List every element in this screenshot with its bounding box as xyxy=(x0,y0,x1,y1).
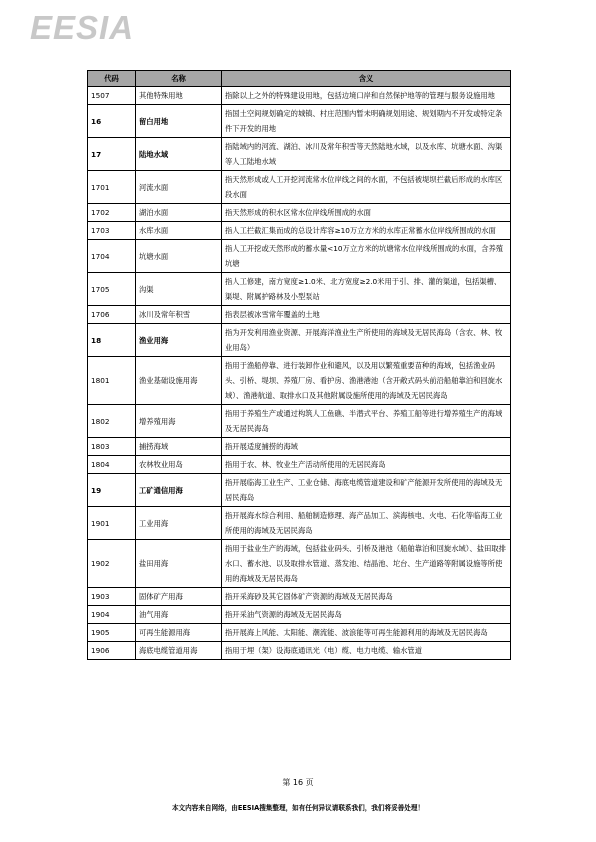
row-meaning: 指开采海砂及其它固体矿产资源的海域及无居民海岛 xyxy=(222,588,511,606)
row-name: 捕捞海域 xyxy=(136,438,222,456)
row-meaning: 指开展临海工业生产、工业仓储、海底电缆管道建设和矿产能源开发所使用的海域及无居民海岛 xyxy=(222,474,511,507)
row-code: 1906 xyxy=(88,642,136,660)
row-name: 农林牧业用岛 xyxy=(136,456,222,474)
row-name: 可再生能源用海 xyxy=(136,624,222,642)
row-meaning: 指国土空间规划确定的城镇、村庄范围内暂未明确规划用途、规划期内不开发或特定条件下开发的用地 xyxy=(222,105,511,138)
table-row xyxy=(88,507,511,540)
row-code: 16 xyxy=(88,105,136,138)
row-name: 水库水面 xyxy=(136,222,222,240)
row-name: 盐田用海 xyxy=(136,540,222,588)
row-name: 河流水面 xyxy=(136,171,222,204)
row-name: 工矿通信用海 xyxy=(136,474,222,507)
row-code: 1904 xyxy=(88,606,136,624)
row-code: 1902 xyxy=(88,540,136,588)
table-row xyxy=(88,642,511,660)
table-row xyxy=(88,105,511,138)
row-meaning: 指为开发利用渔业资源、开展海洋渔业生产所使用的海域及无居民海岛（含农、林、牧业用岛） xyxy=(222,324,511,357)
table-body xyxy=(88,87,511,660)
row-meaning: 指用于盐业生产的海域，包括盐业码头、引桥及港池（船舶靠泊和回旋水域）、盐田取排水口、蓄水池、以及取排水管道、蒸发池、结晶池、坨台、生产道路等附属设施等所使用的海域及无居民海岛 xyxy=(222,540,511,588)
row-code: 1804 xyxy=(88,456,136,474)
row-code: 1801 xyxy=(88,357,136,405)
table-row xyxy=(88,456,511,474)
row-meaning: 指人工拦截汇集而成的总设计库容≥10万立方米的水库正常蓄水位岸线所围成的水面 xyxy=(222,222,511,240)
table-row xyxy=(88,357,511,405)
row-name: 其他特殊用地 xyxy=(136,87,222,105)
row-name: 油气用海 xyxy=(136,606,222,624)
table-row xyxy=(88,588,511,606)
row-meaning: 指开展海上风能、太阳能、潮流能、波浪能等可再生能源利用的海域及无居民海岛 xyxy=(222,624,511,642)
row-meaning: 指陆域内的河流、湖泊、冰川及常年积雪等天然陆地水域，以及水库、坑塘水面、沟渠等人工陆地水域 xyxy=(222,138,511,171)
row-code: 17 xyxy=(88,138,136,171)
row-name: 湖泊水面 xyxy=(136,204,222,222)
land-use-classification-table xyxy=(87,70,511,660)
table-row xyxy=(88,624,511,642)
row-name: 沟渠 xyxy=(136,273,222,306)
row-code: 1703 xyxy=(88,222,136,240)
row-code: 1903 xyxy=(88,588,136,606)
table-row xyxy=(88,405,511,438)
row-name: 坑塘水面 xyxy=(136,240,222,273)
row-meaning: 指人工开挖或天然形成的蓄水量<10万立方米的坑塘常水位岸线所围成的水面，含养殖坑塘 xyxy=(222,240,511,273)
header-code: 代码 xyxy=(88,71,136,87)
row-name: 冰川及常年积雪 xyxy=(136,306,222,324)
table-row xyxy=(88,306,511,324)
row-meaning: 指天然形成的积水区常水位岸线所围成的水面 xyxy=(222,204,511,222)
row-name: 工业用海 xyxy=(136,507,222,540)
table-row xyxy=(88,171,511,204)
row-meaning: 指用于养殖生产或通过构筑人工鱼礁、半潜式平台、养殖工船等进行增养殖生产的海域及无居民海岛 xyxy=(222,405,511,438)
row-meaning: 指开采油气资源的海域及无居民海岛 xyxy=(222,606,511,624)
table-row xyxy=(88,438,511,456)
row-code: 1704 xyxy=(88,240,136,273)
row-name: 固体矿产用海 xyxy=(136,588,222,606)
table-header xyxy=(88,71,511,87)
row-code: 18 xyxy=(88,324,136,357)
row-meaning: 指开展适度捕捞的海域 xyxy=(222,438,511,456)
row-meaning: 指表层被冰雪常年覆盖的土地 xyxy=(222,306,511,324)
row-code: 1702 xyxy=(88,204,136,222)
row-code: 19 xyxy=(88,474,136,507)
row-name: 渔业用海 xyxy=(136,324,222,357)
row-meaning: 指天然形成或人工开挖河流常水位岸线之间的水面，不包括被堤坝拦截后形成的水库区段水面 xyxy=(222,171,511,204)
table-row xyxy=(88,606,511,624)
row-meaning: 指除以上之外的特殊建设用地，包括边境口岸和自然保护地等的管理与服务设施用地 xyxy=(222,87,511,105)
table-row xyxy=(88,138,511,171)
row-meaning: 指用于埋（架）设海底通讯光（电）缆、电力电缆、输水管道 xyxy=(222,642,511,660)
row-name: 海底电缆管道用海 xyxy=(136,642,222,660)
table-row xyxy=(88,204,511,222)
footer-disclaimer: 本文内容来自网络，由EESIA搜集整理，如有任何异议请联系我们，我们将妥善处理！ xyxy=(171,804,425,812)
page-number: 第 16 页 xyxy=(282,778,314,787)
row-name: 留白用地 xyxy=(136,105,222,138)
table-row xyxy=(88,273,511,306)
row-code: 1803 xyxy=(88,438,136,456)
row-code: 1905 xyxy=(88,624,136,642)
header-meaning: 含义 xyxy=(222,71,511,87)
row-code: 1507 xyxy=(88,87,136,105)
row-meaning: 指开展海水综合利用、船舶制造修理、海产品加工、滨海核电、火电、石化等临海工业所使用的海域及无居民海岛 xyxy=(222,507,511,540)
table-row xyxy=(88,540,511,588)
table-row xyxy=(88,222,511,240)
table-row xyxy=(88,240,511,273)
row-name: 陆地水域 xyxy=(136,138,222,171)
table-row xyxy=(88,324,511,357)
row-name: 渔业基础设施用海 xyxy=(136,357,222,405)
row-name: 增养殖用海 xyxy=(136,405,222,438)
table-row xyxy=(88,87,511,105)
header-name: 名称 xyxy=(136,71,222,87)
row-code: 1706 xyxy=(88,306,136,324)
row-meaning: 指人工修建，南方宽度≥1.0米、北方宽度≥2.0米用于引、排、灌的渠道，包括渠槽、渠堤、附属护路林及小型泵站 xyxy=(222,273,511,306)
row-code: 1701 xyxy=(88,171,136,204)
row-meaning: 指用于农、林、牧业生产活动所使用的无居民海岛 xyxy=(222,456,511,474)
table-row xyxy=(88,474,511,507)
eesia-logo: EESIA xyxy=(30,9,135,46)
row-code: 1705 xyxy=(88,273,136,306)
row-code: 1901 xyxy=(88,507,136,540)
row-code: 1802 xyxy=(88,405,136,438)
row-meaning: 指用于渔船停靠、进行装卸作业和避风，以及用以繁殖重要苗种的海域，包括渔业码头、引桥、堤坝、养殖厂房、看护房、渔港港池（含开敞式码头前沿船舶靠泊和回旋水域）、渔港航道、取排水口及其他附属设施所使用的海域及无居民海岛 xyxy=(222,357,511,405)
